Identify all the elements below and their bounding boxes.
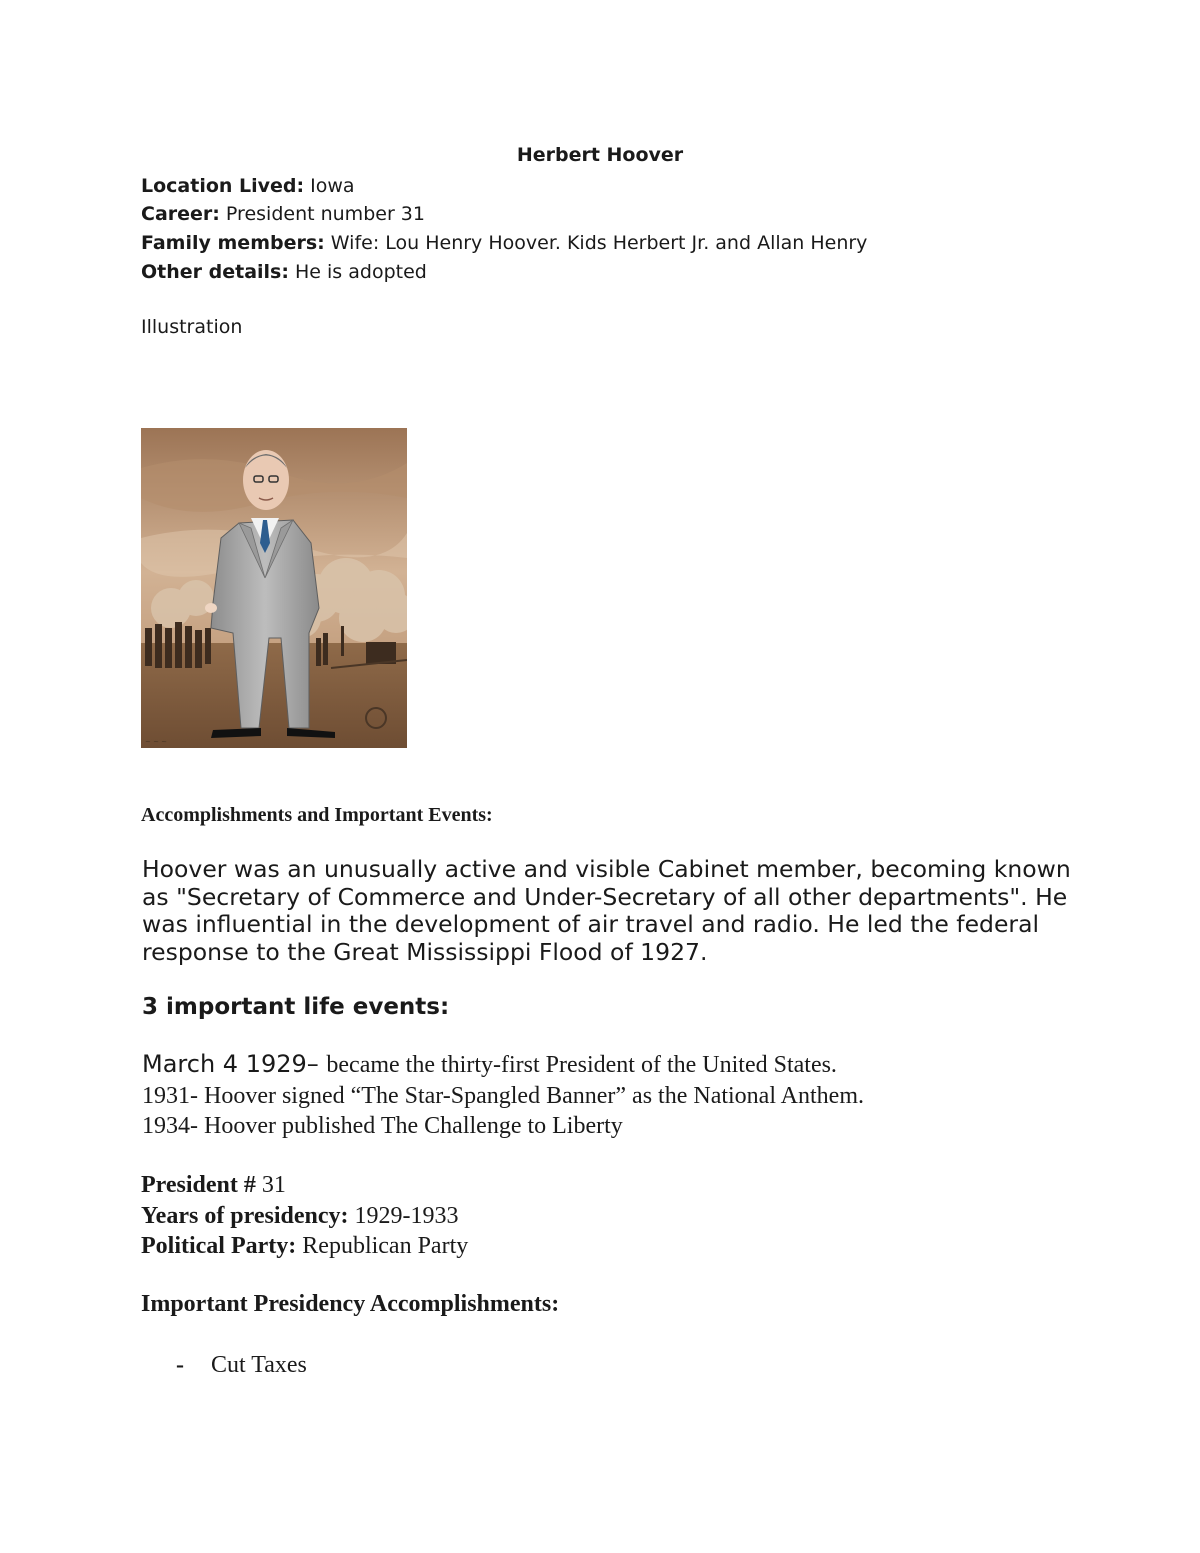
presidency-facts <box>141 1170 468 1262</box>
other-details-label: Other details: <box>141 261 289 283</box>
other-details-value: He is adopted <box>288 261 427 283</box>
career-label: Career: <box>141 203 220 225</box>
life-event-item: 1931- Hoover signed “The Star-Spangled Banner” as the National Anthem. <box>142 1082 864 1109</box>
life-event-item: 1934- Hoover published The Challenge to Liberty <box>142 1113 623 1139</box>
president-number-value: 31 <box>261 1172 286 1198</box>
political-party-line <box>141 1231 468 1262</box>
life-events-heading: 3 important life events: <box>142 994 450 1020</box>
location-line <box>141 172 355 201</box>
presidency-accomplishments-heading: Important Presidency Accomplishments: <box>141 1291 560 1317</box>
presidency-years-line <box>141 1201 468 1232</box>
president-number-line <box>141 1170 468 1201</box>
accomplishments-paragraph: Hoover was an unusually active and visible Cabinet member, becoming known as "Secretary of Commerce and Under-Secretary of all other departments". He was influential in the development of air travel and radio. He led the federal response to the Great Mississippi Flood of 1927. <box>142 855 1071 966</box>
other-details-line <box>141 258 427 287</box>
political-party-value: Republican Party <box>296 1233 469 1259</box>
life-event-item <box>142 1049 864 1081</box>
page-title: Herbert Hoover <box>516 144 684 166</box>
family-label: Family members: <box>141 232 325 254</box>
career-value: President number 31 <box>219 203 425 225</box>
president-number-label: President # <box>141 1172 262 1198</box>
presidency-years-label: Years of presidency: <box>141 1202 349 1229</box>
life-events-list <box>142 1049 864 1142</box>
svg-text:~ ~ ~: ~ ~ ~ <box>145 738 168 746</box>
illustration-label: Illustration <box>141 316 243 338</box>
accomplishment-list-item: Cut Taxes <box>211 1352 307 1378</box>
family-value: Wife: Lou Henry Hoover. Kids Herbert Jr. and Allan Henry <box>324 232 868 254</box>
bullet-marker: - <box>176 1352 184 1378</box>
location-value: Iowa <box>304 175 355 197</box>
career-line <box>141 200 425 229</box>
life-event-text: became the thirty-first President of the United States. <box>326 1052 837 1078</box>
family-line <box>141 229 867 258</box>
accomplishments-heading: Accomplishments and Important Events: <box>141 804 493 826</box>
presidency-years-value: 1929-1933 <box>348 1202 459 1229</box>
life-event-date: March 4 1929– <box>142 1050 327 1078</box>
location-label: Location Lived: <box>141 175 305 197</box>
political-party-label: Political Party: <box>141 1233 297 1259</box>
hoover-portrait-image <box>141 428 407 748</box>
